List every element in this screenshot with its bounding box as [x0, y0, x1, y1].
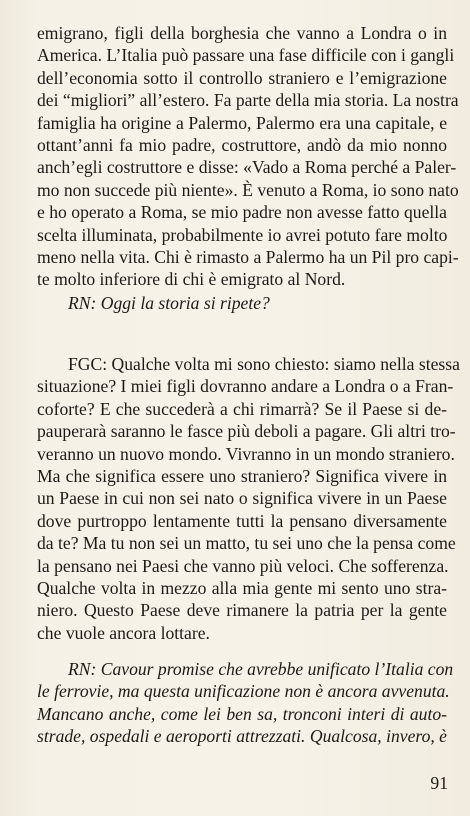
text-line: situazione? I miei figli dovranno andare a Londra o a Fran- [37, 376, 454, 397]
text-line: un Paese in cui non sei nato o significa vivere in un Paese [37, 488, 447, 509]
text-line: veranno un nuovo mondo. Vivranno in un mondo straniero. [37, 443, 455, 464]
text-line: dove purtroppo lentamente tutti la pensano diversamente [37, 510, 447, 531]
text-line: anch’egli costruttore e disse: «Vado a Roma perché a Paler- [37, 157, 457, 178]
text-line: te molto inferiore di chi è emigrato al Nord. [37, 269, 346, 290]
text-line: e ho operato a Roma, se mio padre non avesse fatto quella [37, 202, 447, 223]
text-line: da te? Ma tu non sei un matto, tu sei uno che la pensa come [37, 533, 456, 554]
text-line: RN: Oggi la storia si ripete? [68, 293, 270, 313]
text-line: Qualche volta in mezzo alla mia gente mi sento uno stra- [37, 577, 447, 598]
paragraph-1 [37, 22, 459, 291]
text-line: la pensano nei Paesi che vanno più veloci. Che sofferenza. [37, 555, 449, 576]
text-line: le ferrovie, ma questa unificazione non è ancora avvenuta. [37, 681, 450, 702]
text-line: Ma che significa essere uno straniero? Significa vivere in [37, 465, 447, 486]
text-line: emigrano, figli della borghesia che vanno a Londra o in [37, 23, 447, 43]
page-number: 91 [430, 773, 448, 793]
text-line: America. L’Italia può passare una fase difficile con i gangli [37, 45, 455, 66]
text-line: ottant’anni fa mio padre, costruttore, andò da mio nonno [37, 134, 447, 155]
text-line: Mancano anche, come lei ben sa, tronconi interi di auto- [37, 703, 447, 724]
text-line: mo non succede più niente». È venuto a Roma, io sono nato [37, 179, 459, 200]
text-line: strade, ospedali e aeroporti attrezzati. Qualcosa, invero, è [37, 726, 447, 747]
interviewer-question-1 [37, 292, 447, 314]
text-line: niero. Questo Paese deve rimanere la patria per la gente [37, 600, 447, 621]
text-line: famiglia ha origine a Palermo, Palermo era una capitale, e [37, 112, 447, 133]
text-line: RN: Cavour promise che avrebbe unificato l’Italia con [68, 659, 454, 679]
text-line: coforte? E che succederà a chi rimarrà? Se il Paese si de- [37, 398, 447, 419]
text-line: dei “migliori” all’estero. Fa parte della mia storia. La nostra [37, 90, 459, 111]
text-line: pauperarà saranno le fasce più deboli a pagare. Gli altri tro- [37, 421, 456, 442]
answer-paragraph [37, 353, 460, 644]
interviewer-question-2 [37, 658, 454, 748]
text-line: scelta illuminata, probabilmente io avrei potuto fare molto [37, 224, 448, 245]
text-line: FGC: Qualche volta mi sono chiesto: siamo nella stessa [68, 354, 460, 374]
text-line: che vuole ancora lottare. [37, 622, 210, 643]
text-line: meno nella vita. Chi è rimasto a Palermo ha un Pil pro capi- [37, 246, 459, 267]
text-line: dell’economia sotto il controllo straniero e l’emigrazione [37, 67, 447, 88]
